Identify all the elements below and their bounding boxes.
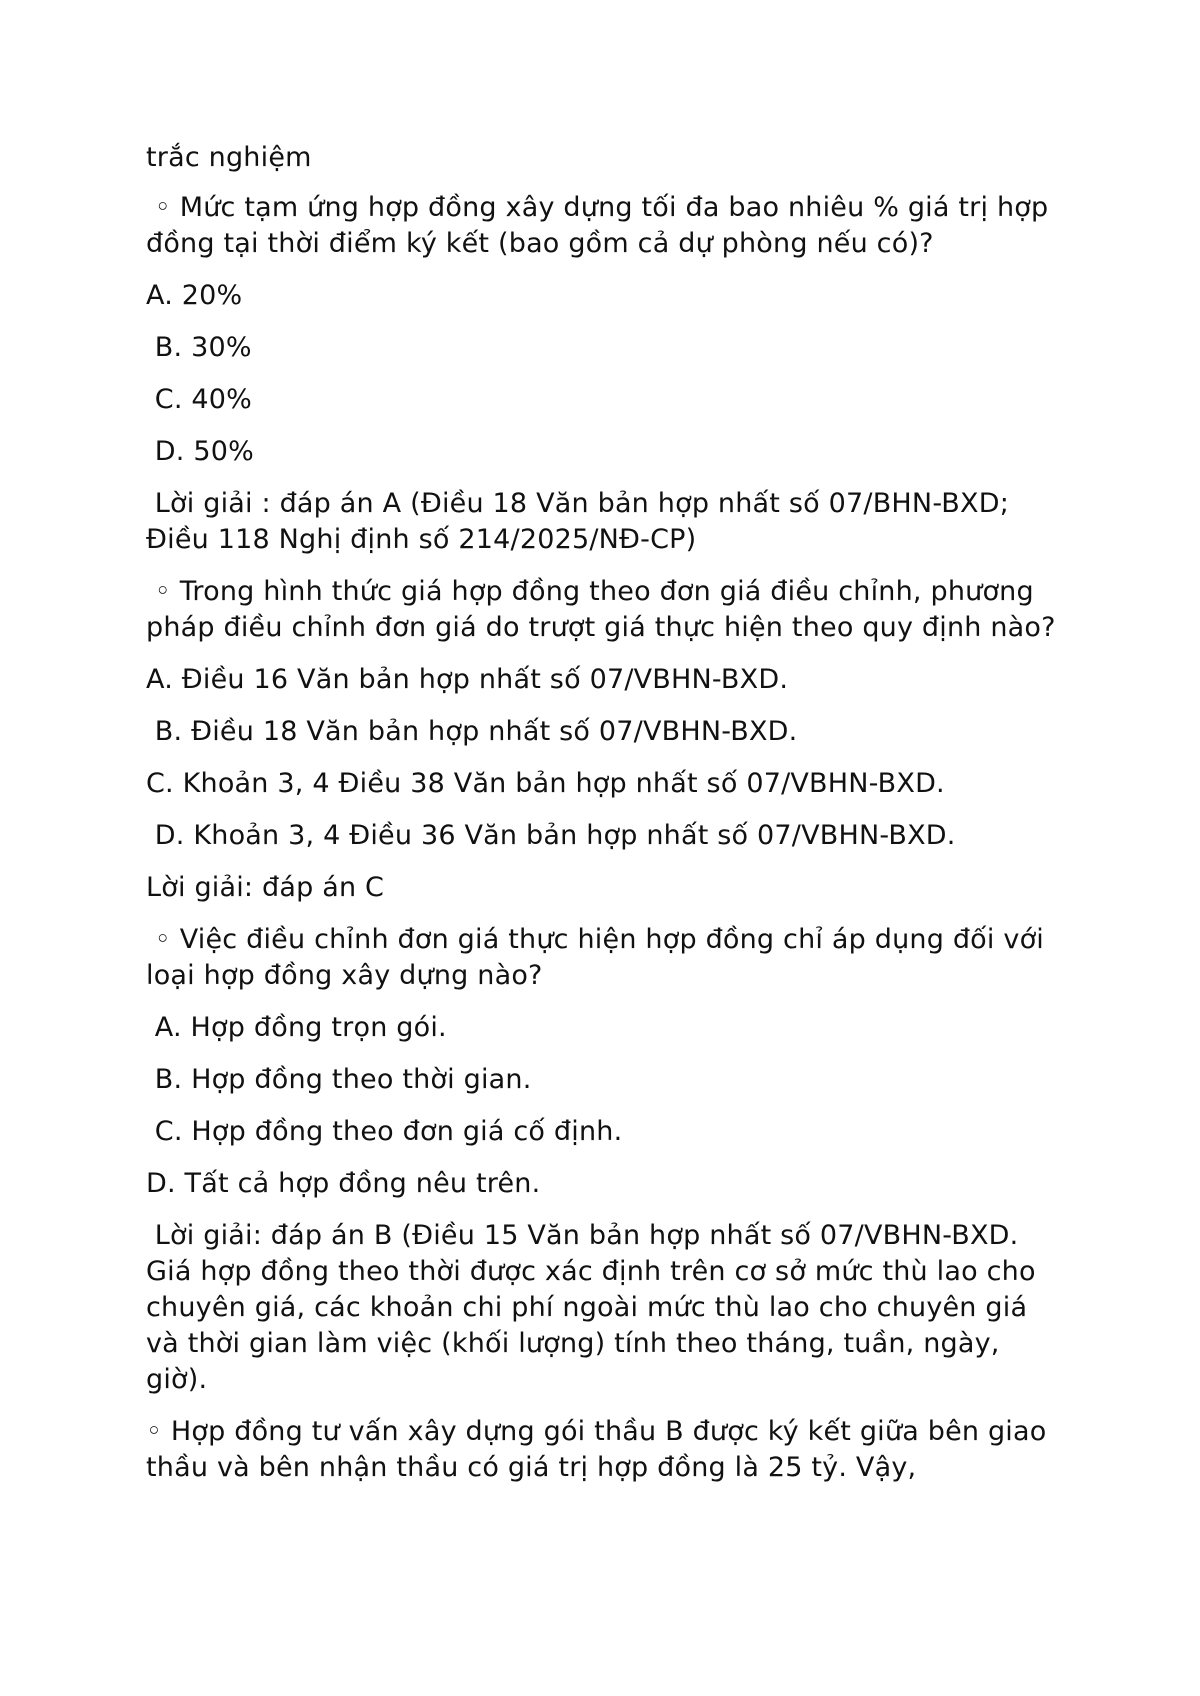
- question-1-option-b: B. 30%: [146, 332, 252, 363]
- document-title: trắc nghiệm: [146, 142, 312, 173]
- question-4: ◦ Hợp đồng tư vấn xây dựng gói thầu B được ký kết giữa bên giao thầu và bên nhận thầu có giá trị hợp đồng là 25 tỷ. Vậy,: [146, 1416, 1056, 1483]
- question-3-answer: Lời giải: đáp án B (Điều 15 Văn bản hợp nhất số 07/VBHN-BXD. Giá hợp đồng theo thời được xác định trên cơ sở mức thù lao cho chuyên giá, các khoản chi phí ngoài mức thù lao cho chuyên giá và thời gian làm việc (khối lượng) tính theo tháng, tuần, ngày, giờ).: [146, 1220, 1045, 1395]
- document-body: [146, 140, 1066, 1502]
- question-1-option-d: D. 50%: [146, 436, 254, 467]
- question-2-option-d: D. Khoản 3, 4 Điều 36 Văn bản hợp nhất số 07/VBHN-BXD.: [146, 820, 956, 851]
- question-2-option-b: B. Điều 18 Văn bản hợp nhất số 07/VBHN-BXD.: [146, 716, 798, 747]
- question-3: ◦ Việc điều chỉnh đơn giá thực hiện hợp đồng chỉ áp dụng đối với loại hợp đồng xây dựng nào?: [146, 924, 1053, 991]
- question-2: ◦ Trong hình thức giá hợp đồng theo đơn giá điều chỉnh, phương pháp điều chỉnh đơn giá do trượt giá thực hiện theo quy định nào?: [146, 576, 1056, 643]
- question-1: ◦ Mức tạm ứng hợp đồng xây dựng tối đa bao nhiêu % giá trị hợp đồng tại thời điểm ký kết (bao gồm cả dự phòng nếu có)?: [146, 192, 1058, 259]
- question-1-option-c: C. 40%: [146, 384, 253, 415]
- question-3-option-a: A. Hợp đồng trọn gói.: [146, 1012, 447, 1043]
- question-3-option-c: C. Hợp đồng theo đơn giá cố định.: [146, 1116, 623, 1147]
- question-2-option-c: C. Khoản 3, 4 Điều 38 Văn bản hợp nhất số 07/VBHN-BXD.: [146, 768, 945, 799]
- question-2-answer: Lời giải: đáp án C: [146, 872, 385, 903]
- question-3-option-b: B. Hợp đồng theo thời gian.: [146, 1064, 532, 1095]
- question-1-option-a: A. 20%: [146, 280, 243, 311]
- question-2-option-a: A. Điều 16 Văn bản hợp nhất số 07/VBHN-BXD.: [146, 664, 789, 695]
- question-1-answer: Lời giải : đáp án A (Điều 18 Văn bản hợp nhất số 07/BHN-BXD; Điều 118 Nghị định số 214/2025/NĐ-CP): [146, 488, 1018, 555]
- question-3-option-d: D. Tất cả hợp đồng nêu trên.: [146, 1168, 541, 1199]
